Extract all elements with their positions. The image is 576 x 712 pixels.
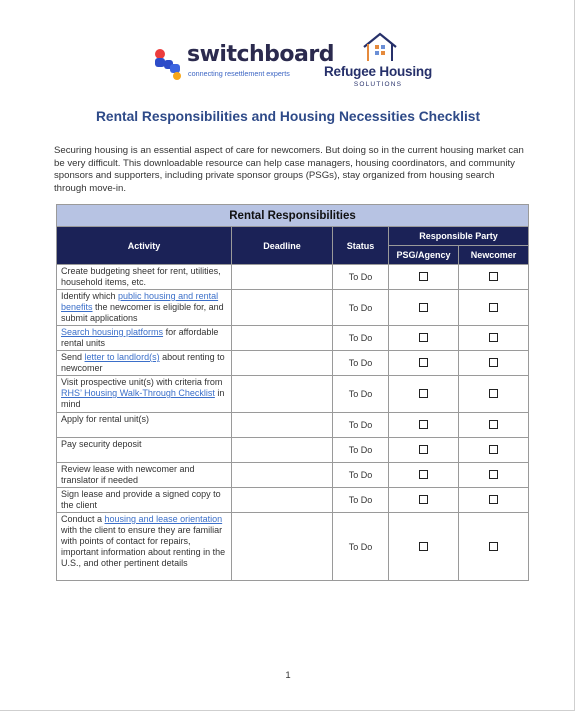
psg-checkbox-cell bbox=[389, 351, 459, 376]
header-responsible-party: Responsible Party bbox=[389, 227, 529, 246]
newcomer-checkbox-cell bbox=[459, 376, 529, 413]
header-deadline: Deadline bbox=[232, 227, 333, 265]
switchboard-logo-icon bbox=[151, 47, 185, 81]
newcomer-checkbox-icon[interactable] bbox=[489, 445, 498, 454]
status-cell[interactable]: To Do bbox=[333, 413, 389, 438]
deadline-cell[interactable] bbox=[232, 513, 333, 581]
newcomer-checkbox-cell bbox=[459, 438, 529, 463]
table-body bbox=[57, 265, 529, 581]
header-psg-agency: PSG/Agency bbox=[389, 246, 459, 265]
page-number: 1 bbox=[285, 670, 291, 681]
psg-checkbox-cell bbox=[389, 326, 459, 351]
activity-text: Conduct a bbox=[61, 514, 105, 524]
activity-cell bbox=[57, 326, 232, 351]
deadline-cell[interactable] bbox=[232, 463, 333, 488]
deadline-cell[interactable] bbox=[232, 438, 333, 463]
status-cell[interactable]: To Do bbox=[333, 513, 389, 581]
house-logo-icon bbox=[360, 31, 400, 63]
activity-cell bbox=[57, 265, 232, 290]
psg-checkbox-icon[interactable] bbox=[419, 303, 428, 312]
activity-link[interactable]: Search housing platforms bbox=[61, 327, 164, 337]
table-row bbox=[57, 326, 529, 351]
table-row bbox=[57, 438, 529, 463]
newcomer-checkbox-cell bbox=[459, 351, 529, 376]
psg-checkbox-cell bbox=[389, 438, 459, 463]
activity-cell bbox=[57, 351, 232, 376]
activity-text: for affordable rental units bbox=[61, 327, 219, 348]
newcomer-checkbox-icon[interactable] bbox=[489, 470, 498, 479]
newcomer-checkbox-cell bbox=[459, 265, 529, 290]
status-cell[interactable]: To Do bbox=[333, 265, 389, 290]
activity-text: Sign lease and provide a signed copy to the client bbox=[61, 489, 221, 510]
newcomer-checkbox-cell bbox=[459, 290, 529, 326]
header-activity: Activity bbox=[57, 227, 232, 265]
activity-text: the newcomer is eligible for, and submit applications bbox=[61, 302, 224, 323]
activity-link[interactable]: RHS’ Housing Walk-Through Checklist bbox=[61, 388, 215, 398]
table-row bbox=[57, 265, 529, 290]
table-row bbox=[57, 513, 529, 581]
document-title: Rental Responsibilities and Housing Necessities Checklist bbox=[95, 109, 481, 124]
activity-text: in mind bbox=[61, 388, 225, 409]
newcomer-checkbox-cell bbox=[459, 488, 529, 513]
newcomer-checkbox-cell bbox=[459, 413, 529, 438]
rhs-subtitle: SOLUTIONS bbox=[353, 81, 403, 88]
psg-checkbox-cell bbox=[389, 413, 459, 438]
psg-checkbox-icon[interactable] bbox=[419, 445, 428, 454]
psg-checkbox-cell bbox=[389, 376, 459, 413]
activity-link[interactable]: public housing and rental benefits bbox=[61, 291, 219, 312]
newcomer-checkbox-icon[interactable] bbox=[489, 389, 498, 398]
intro-paragraph: Securing housing is an essential aspect of care for newcomers. But doing so in the current housing market can be very difficult. This downloadable resource can help case managers, housing coordinators, and community sponsors and supporters, including private sponsor groups (PSGs), stay organized from housing search through move-in. bbox=[54, 145, 524, 194]
psg-checkbox-icon[interactable] bbox=[419, 358, 428, 367]
table-row bbox=[57, 413, 529, 438]
table-row bbox=[57, 463, 529, 488]
psg-checkbox-cell bbox=[389, 513, 459, 581]
table-row bbox=[57, 290, 529, 326]
switchboard-wordmark: switchboard bbox=[187, 42, 334, 67]
psg-checkbox-cell bbox=[389, 290, 459, 326]
activity-link[interactable]: letter to landlord(s) bbox=[84, 352, 160, 362]
switchboard-tagline: connecting resettlement experts bbox=[188, 69, 290, 78]
psg-checkbox-icon[interactable] bbox=[419, 495, 428, 504]
newcomer-checkbox-icon[interactable] bbox=[489, 542, 498, 551]
activity-text: Pay security deposit bbox=[61, 439, 142, 449]
table-row bbox=[57, 488, 529, 513]
status-cell[interactable]: To Do bbox=[333, 376, 389, 413]
deadline-cell[interactable] bbox=[232, 488, 333, 513]
activity-cell bbox=[57, 463, 232, 488]
table-banner: Rental Responsibilities bbox=[57, 205, 529, 227]
activity-text: Identify which bbox=[61, 291, 119, 301]
newcomer-checkbox-icon[interactable] bbox=[489, 358, 498, 367]
status-cell[interactable]: To Do bbox=[333, 290, 389, 326]
activity-cell bbox=[57, 513, 232, 581]
deadline-cell[interactable] bbox=[232, 265, 333, 290]
table-row bbox=[57, 376, 529, 413]
switchboard-logo bbox=[151, 42, 334, 82]
psg-checkbox-icon[interactable] bbox=[419, 420, 428, 429]
activity-cell bbox=[57, 438, 232, 463]
activity-cell bbox=[57, 413, 232, 438]
activity-text: about renting to newcomer bbox=[61, 352, 225, 373]
psg-checkbox-icon[interactable] bbox=[419, 272, 428, 281]
newcomer-checkbox-icon[interactable] bbox=[489, 303, 498, 312]
newcomer-checkbox-cell bbox=[459, 513, 529, 581]
activity-cell bbox=[57, 488, 232, 513]
status-cell[interactable]: To Do bbox=[333, 351, 389, 376]
status-cell[interactable]: To Do bbox=[333, 438, 389, 463]
newcomer-checkbox-icon[interactable] bbox=[489, 495, 498, 504]
newcomer-checkbox-icon[interactable] bbox=[489, 420, 498, 429]
activity-text: Visit prospective unit(s) with criteria from bbox=[61, 377, 223, 387]
newcomer-checkbox-cell bbox=[459, 463, 529, 488]
header-status: Status bbox=[333, 227, 389, 265]
deadline-cell[interactable] bbox=[232, 290, 333, 326]
activity-link[interactable]: housing and lease orientation bbox=[104, 514, 223, 524]
activity-text: with the client to ensure they are familiar with points of contact for repairs, important information about renting in the U.S., and other pertinent details bbox=[61, 525, 226, 568]
psg-checkbox-cell bbox=[389, 265, 459, 290]
deadline-cell[interactable] bbox=[232, 413, 333, 438]
activity-text: Apply for rental unit(s) bbox=[61, 414, 150, 424]
activity-cell bbox=[57, 376, 232, 413]
psg-checkbox-icon[interactable] bbox=[419, 333, 428, 342]
psg-checkbox-cell bbox=[389, 463, 459, 488]
newcomer-checkbox-icon[interactable] bbox=[489, 272, 498, 281]
psg-checkbox-icon[interactable] bbox=[419, 389, 428, 398]
activity-text: Send bbox=[61, 352, 85, 362]
rental-checklist-table bbox=[56, 204, 529, 581]
psg-checkbox-icon[interactable] bbox=[419, 542, 428, 551]
newcomer-checkbox-cell bbox=[459, 326, 529, 351]
activity-text: Review lease with newcomer and translator if needed bbox=[61, 464, 195, 485]
rhs-logo bbox=[322, 31, 434, 91]
deadline-cell[interactable] bbox=[232, 376, 333, 413]
deadline-cell[interactable] bbox=[232, 351, 333, 376]
status-cell[interactable]: To Do bbox=[333, 463, 389, 488]
psg-checkbox-icon[interactable] bbox=[419, 470, 428, 479]
rhs-wordmark: Refugee Housing bbox=[323, 64, 432, 79]
newcomer-checkbox-icon[interactable] bbox=[489, 333, 498, 342]
status-cell[interactable]: To Do bbox=[333, 488, 389, 513]
table-row bbox=[57, 351, 529, 376]
activity-cell bbox=[57, 290, 232, 326]
psg-checkbox-cell bbox=[389, 488, 459, 513]
deadline-cell[interactable] bbox=[232, 326, 333, 351]
status-cell[interactable]: To Do bbox=[333, 326, 389, 351]
header-newcomer: Newcomer bbox=[459, 246, 529, 265]
activity-text: Create budgeting sheet for rent, utilities, household items, etc. bbox=[61, 266, 221, 287]
